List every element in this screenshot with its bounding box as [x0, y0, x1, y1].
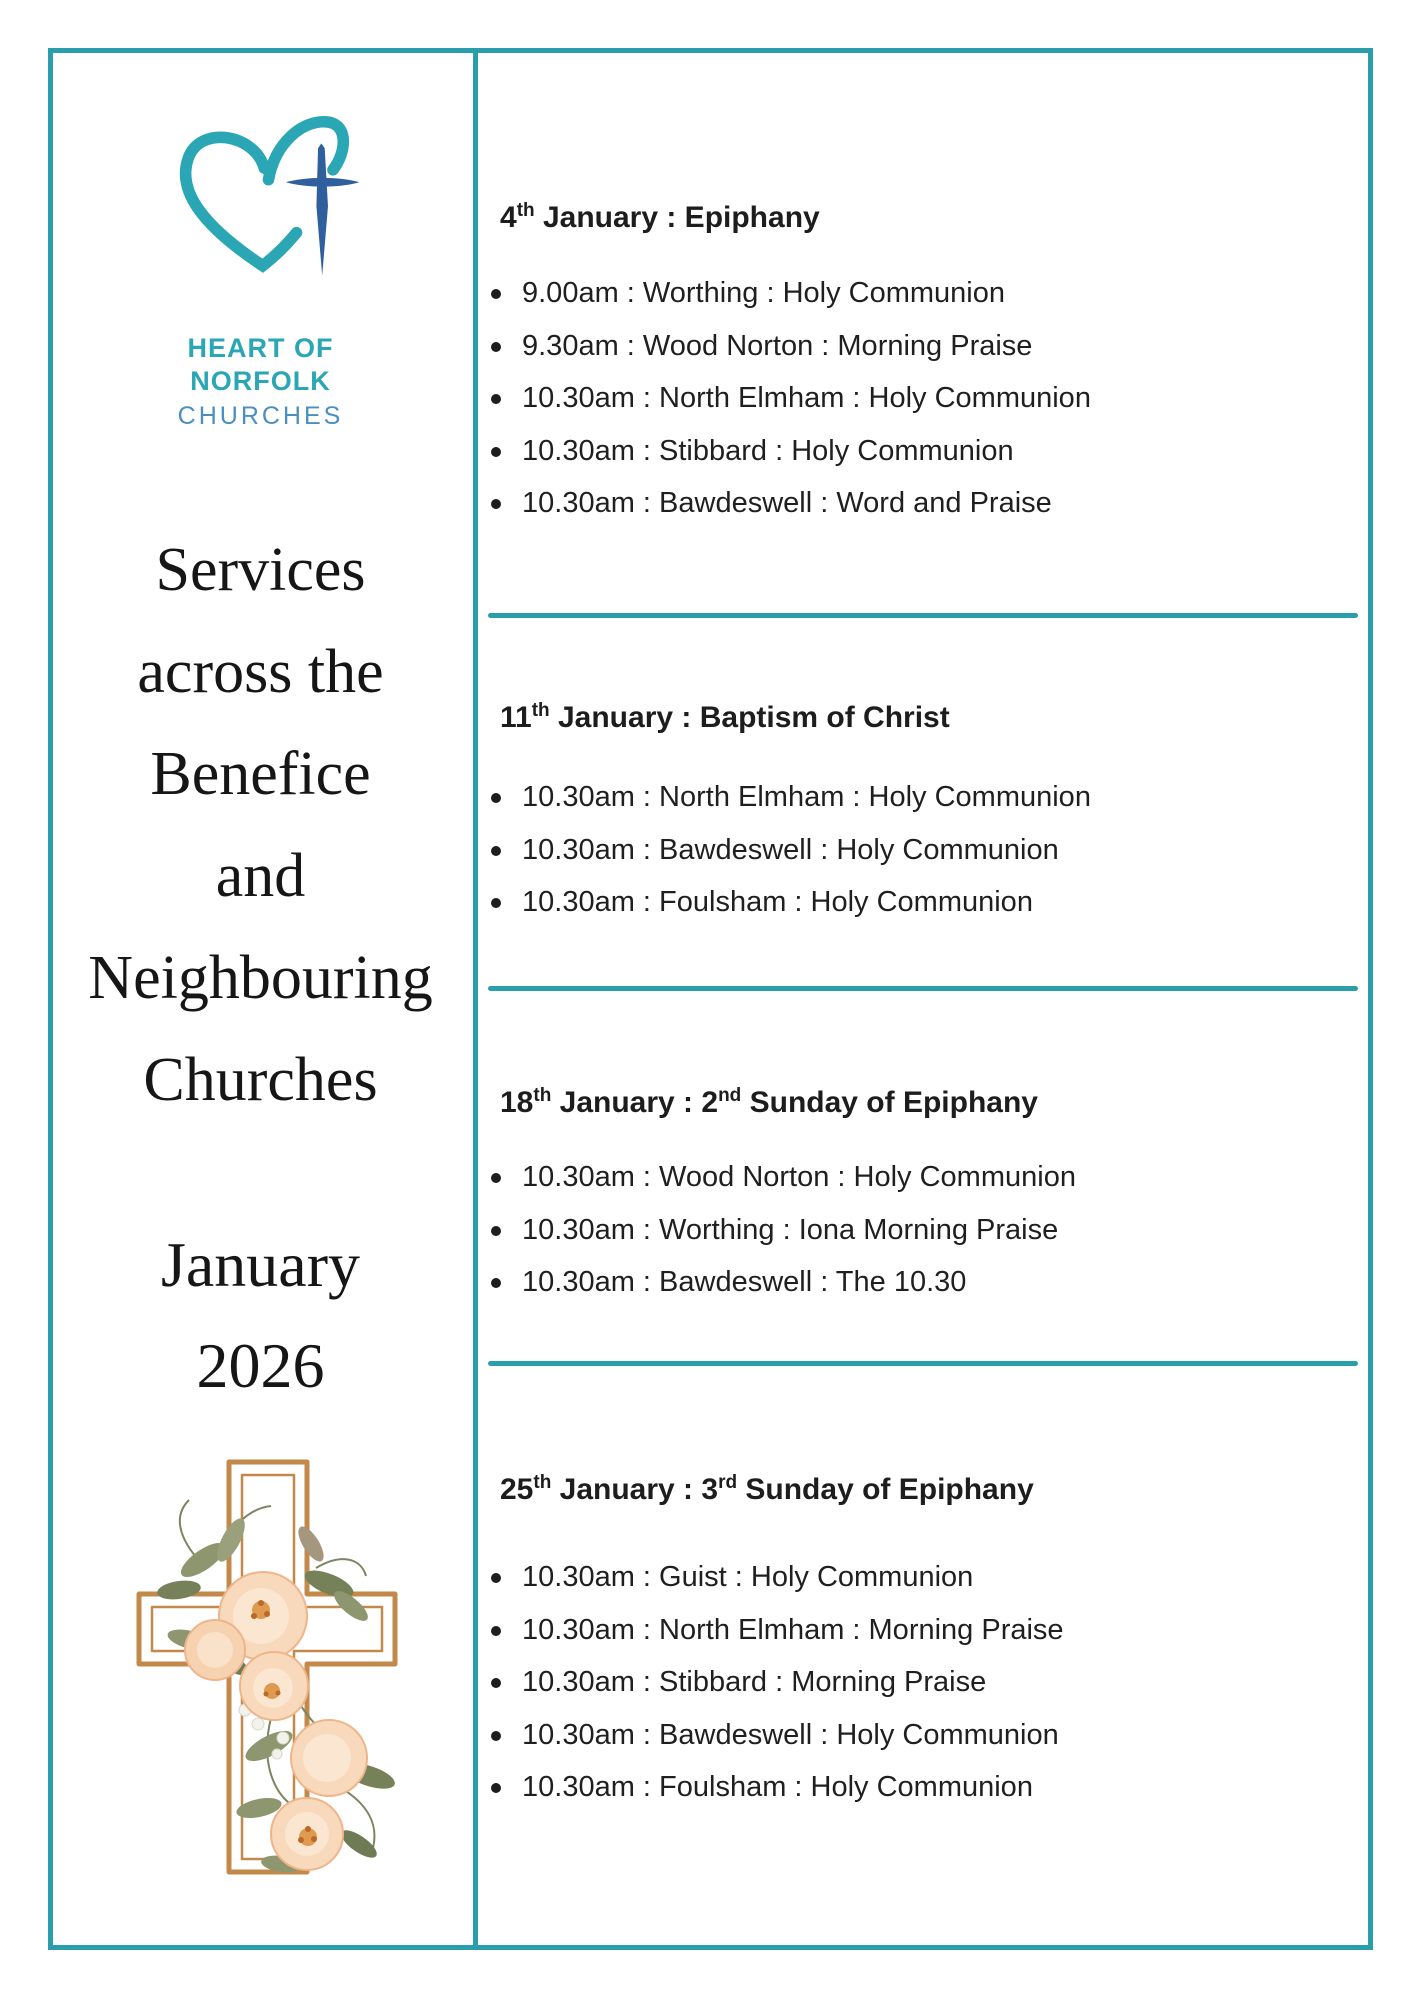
date-number: 18 — [500, 1086, 534, 1119]
poster-title — [48, 519, 473, 1131]
section-header-18th-january — [500, 1081, 1038, 1129]
section-header-25th-january — [500, 1468, 1034, 1516]
service-list-4th-january — [476, 267, 1091, 530]
logo-text-line1: HEART OF — [187, 333, 334, 363]
service-item: 10.30am : Worthing : Iona Morning Praise — [476, 1204, 1076, 1257]
service-item: 9.00am : Worthing : Holy Communion — [476, 267, 1091, 320]
floral-cross-decoration — [111, 1448, 411, 1878]
section-divider-line — [488, 986, 1358, 991]
service-item: 10.30am : Foulsham : Holy Communion — [476, 1761, 1064, 1814]
header-text: Sunday of Epiphany — [737, 1473, 1034, 1506]
service-list-11th-january — [476, 771, 1091, 929]
service-list-18th-january — [476, 1151, 1076, 1309]
period-line: 2026 — [196, 1330, 325, 1401]
title-line: across the — [137, 638, 384, 706]
service-item: 10.30am : Bawdeswell : Holy Communion — [476, 824, 1091, 877]
service-item: 10.30am : North Elmham : Holy Communion — [476, 771, 1091, 824]
service-item: 10.30am : Wood Norton : Holy Communion — [476, 1151, 1076, 1204]
logo-wordmark — [48, 332, 473, 434]
section-divider-line — [488, 1361, 1358, 1366]
header-text: January : Baptism of Christ — [549, 701, 950, 734]
header-text: January : Epiphany — [534, 201, 820, 234]
section-header-11th-january — [500, 696, 950, 744]
date-ordinal: th — [533, 1472, 552, 1493]
title-line: Neighbouring — [88, 944, 433, 1012]
service-item: 10.30am : North Elmham : Holy Communion — [476, 372, 1091, 425]
service-item: 10.30am : Bawdeswell : Holy Communion — [476, 1709, 1064, 1762]
service-item: 10.30am : Bawdeswell : Word and Praise — [476, 477, 1091, 530]
title-line: Services — [155, 536, 366, 604]
header-text: January : 2 — [551, 1086, 719, 1119]
service-item: 10.30am : Foulsham : Holy Communion — [476, 876, 1091, 929]
header-text: Sunday of Epiphany — [741, 1086, 1038, 1119]
logo-text-line3: CHURCHES — [177, 402, 344, 430]
date-ordinal: th — [531, 700, 550, 721]
section-header-4th-january — [500, 196, 820, 244]
poster-month-year — [48, 1214, 473, 1416]
heart-cross-logo-icon — [153, 92, 368, 327]
service-item: 10.30am : Guist : Holy Communion — [476, 1551, 1064, 1604]
service-item: 9.30am : Wood Norton : Morning Praise — [476, 320, 1091, 373]
logo-text-line2: NORFOLK — [190, 366, 331, 396]
date-ordinal: th — [516, 200, 535, 221]
service-list-25th-january — [476, 1551, 1064, 1814]
left-column — [48, 48, 473, 1950]
title-line: Benefice — [150, 740, 371, 808]
service-item: 10.30am : Stibbard : Holy Communion — [476, 425, 1091, 478]
date-ordinal: rd — [718, 1472, 738, 1493]
date-number: 11 — [500, 701, 532, 734]
services-column — [476, 0, 1373, 2000]
service-item: 10.30am : Stibbard : Morning Praise — [476, 1656, 1064, 1709]
period-line: January — [160, 1229, 361, 1300]
title-line: and — [215, 842, 306, 910]
service-item: 10.30am : North Elmham : Morning Praise — [476, 1604, 1064, 1657]
service-item: 10.30am : Bawdeswell : The 10.30 — [476, 1256, 1076, 1309]
date-ordinal: nd — [718, 1085, 742, 1106]
section-divider-line — [488, 613, 1358, 618]
title-line: Churches — [143, 1046, 378, 1114]
header-text: January : 3 — [551, 1473, 719, 1506]
date-number: 25 — [500, 1473, 534, 1506]
date-ordinal: th — [533, 1085, 552, 1106]
date-number: 4 — [500, 201, 517, 234]
